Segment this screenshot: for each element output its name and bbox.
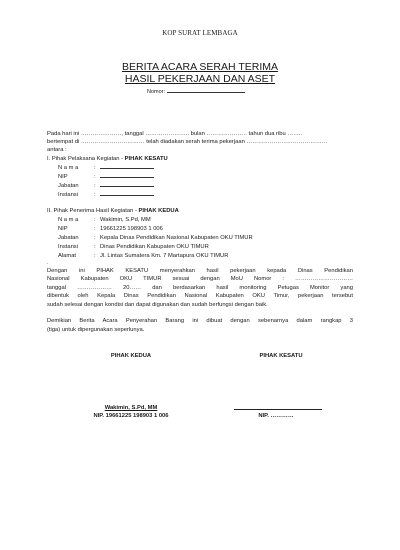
paragraph1-line-3: tanggal ……………… 20…… dan berdasarkan hasil monitoring Petugas Monitor yang (47, 285, 353, 291)
party2-row: Jabatan : Kepala Dinas Pendidikan Nasional Kabupaten OKU TIMUR (58, 235, 253, 241)
signature-left-name: Wakimin, S.Pd, MM (104, 405, 158, 411)
paragraph1-line-2: Nasional Kabupaten OKU TIMUR sesuai dengan MoU Nomor : ………………………… (47, 276, 353, 282)
letterhead: KOP SURAT LEMBAGA (162, 29, 238, 37)
nomor-label: Nomor: (147, 89, 166, 95)
signature-left-role: PIHAK KEDUA (110, 353, 152, 359)
party1-heading-prefix: I. Pihak Pelaksana Kegiatan - (47, 156, 125, 162)
party1-heading (47, 156, 168, 163)
party2-key: N a m a (58, 217, 79, 223)
party2-key: Alamat (58, 253, 77, 259)
party2-heading-role: PIHAK KEDUA (138, 208, 179, 214)
opening-line-1: Pada hari ini …………………, tanggal ………………….. bulan ………………… tahun dua ribu …….. (47, 131, 303, 137)
party1-blank (100, 182, 154, 187)
party2-row: NIP : 19661225 198903 1 006 (58, 226, 163, 232)
party1-row: Jabatan : (58, 182, 154, 190)
party1-key: Instansi (58, 192, 78, 198)
party2-value: Dinas Pendidikan Kabupaten OKU TIMUR (100, 244, 209, 250)
title-line-2: HASIL PEKERJAAN DAN ASET (124, 73, 276, 85)
party2-key: NIP (58, 226, 68, 232)
party1-blank (100, 191, 154, 196)
party2-value: Jl. Lintas Sumatera Km. 7 Martapura OKU TIMUR (100, 253, 229, 259)
party1-heading-role: PIHAK KESATU (124, 156, 168, 162)
party1-key: Jabatan (58, 183, 79, 189)
party1-key: NIP (58, 174, 68, 180)
party1-row: Instansi : (58, 191, 154, 199)
paragraph1-line-4: dibentuk oleh Kepala Dinas Pendidikan Nasional Kabupaten OKU Timur, pekerjaan tersebut (47, 293, 353, 299)
party1-row: NIP : (58, 173, 154, 181)
document-number (147, 88, 245, 95)
paragraph2-line-2: (tiga) untuk dipergunakan seperlunya. (47, 327, 145, 333)
party2-value: Wakimin, S.Pd, MM (100, 217, 151, 223)
party2-row: Alamat : Jl. Lintas Sumatera Km. 7 Martapura OKU TIMUR (58, 253, 229, 259)
party2-key: Jabatan (58, 235, 79, 241)
party2-heading-prefix: II. Pihak Penerima Hasil Kegiatan - (47, 208, 139, 214)
paragraph1-line-5: sudah selesai dengan kondisi dan dapat digunakan dan sudah berfungsi dengan baik. (47, 302, 268, 308)
paragraph2-line-1: Demikian Berita Acara Penyerahan Barang ini dibuat dengan sebenarnya dalam rangkap 3 (47, 318, 353, 324)
party2-value: Kepala Dinas Pendidikan Nasional Kabupaten OKU TIMUR (100, 235, 253, 241)
opening-line-2: bertempat di …………………………… telah diadakan serah terima pekerjaan …………………………………… (47, 139, 328, 145)
signature-right-name-blank (234, 405, 322, 412)
party2-row: N a m a : Wakimin, S.Pd, MM (58, 217, 151, 223)
paragraph1-line-1: Dengan ini PIHAK KESATU menyerahkan hasil pekerjaan kepada Dinas Pendidikan (47, 268, 353, 274)
party1-blank (100, 173, 154, 178)
party2-value: 19661225 198903 1 006 (100, 226, 163, 232)
signature-right-nip: NIP. ………… (258, 413, 294, 419)
party1-blank (100, 164, 154, 169)
party1-key: N a m a (58, 165, 79, 171)
opening-line-3: antara : (47, 147, 67, 153)
party1-row: N a m a : (58, 164, 154, 172)
title-line-1: BERITA ACARA SERAH TERIMA (122, 61, 278, 73)
signature-right-role: PIHAK KESATU (259, 353, 303, 359)
party2-trailing-dot: . (47, 260, 49, 266)
signature-left-nip: NIP. 19661225 198903 1 006 (93, 413, 169, 419)
nomor-blank (167, 88, 245, 93)
party2-heading (47, 208, 179, 215)
party2-row: Instansi : Dinas Pendidikan Kabupaten OKU TIMUR (58, 244, 209, 250)
party2-key: Instansi (58, 244, 78, 250)
